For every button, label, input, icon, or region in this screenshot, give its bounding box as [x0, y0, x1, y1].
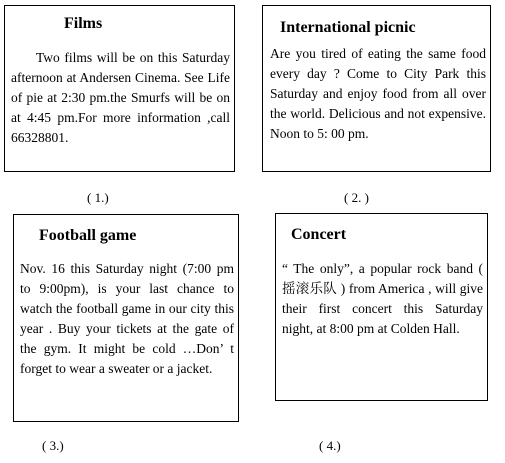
notice-football-game	[13, 214, 239, 422]
notice-title: Films	[64, 15, 103, 32]
caption-2: ( 2. )	[344, 190, 369, 205]
caption-3: ( 3.)	[42, 438, 64, 453]
notice-body: Nov. 16 this Saturday night (7:00 pm to 9:00pm), is your last chance to watch the football game in our city this year . Buy your tickets at the gate of the gym. It might be cold …Don’ t forget to wear a sweater or a jacket.	[20, 261, 234, 376]
notice-films	[4, 5, 235, 172]
notice-concert	[275, 213, 488, 401]
caption-1: ( 1.)	[87, 190, 109, 205]
notice-body: “ The only”, a popular rock band ( 摇滚乐队 ) from America , will give their first concert this Saturday night, at 8:00 pm at Colden Hall.	[282, 261, 483, 336]
notice-body: Two films will be on this Saturday afternoon at Andersen Cinema. See Life of pie at 2:30 pm.the Smurfs will be on at 4:45 pm.For more information ,call 66328801.	[11, 50, 230, 145]
notice-title: Football game	[39, 227, 137, 244]
notice-body: Are you tired of eating the same food every day ? Come to City Park this Saturday and enjoy food from all over the world. Delicious and not expensive. Noon to 5: 00 pm.	[270, 46, 486, 141]
notice-title: International picnic	[280, 19, 416, 36]
notice-title: Concert	[291, 226, 347, 243]
notice-international-picnic	[262, 5, 491, 172]
caption-4: ( 4.)	[319, 438, 341, 453]
